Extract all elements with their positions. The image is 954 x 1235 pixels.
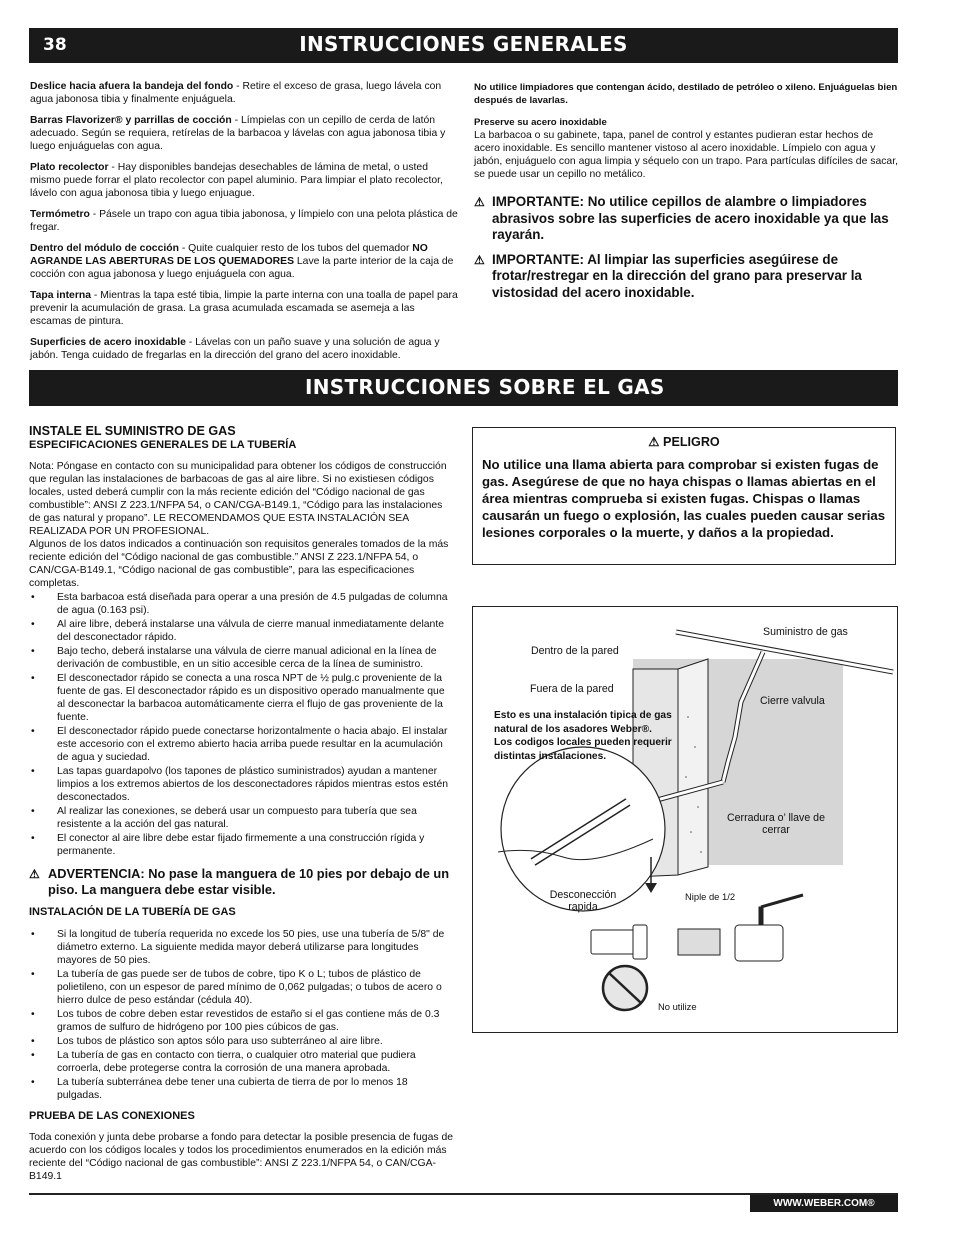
- gas-installation-diagram: [472, 606, 898, 1033]
- list-item: • Si la longitud de tubería requerida no excede los 50 pies, use una tubería de 5/8" de diámetro externo. La siguiente medida mayor deberá utilizarse para longitudes mayores de 50 pies.: [29, 928, 455, 967]
- pipe-spec-list: [29, 591, 455, 858]
- cleaning-item: Tapa interna - Mientras la tapa esté tibia, limpie la parte interna con una toalla de papel para prevenir la acumulación de grasa. La grasa acumulada escamada se asemeja a las escamas de pintura.: [30, 290, 458, 327]
- cleaning-item: Barras Flavorizer® y parrillas de cocción - Límpielas con un cepillo de cerda de latón adecuado. Según se requiera, retírelas de la barbacoa y lávelas con agua jabonosa tibia y luego enjuáguelas con agua.: [30, 115, 446, 152]
- warning-triangle-icon: ⚠: [474, 195, 485, 209]
- gas-note: Nota: Póngase en contacto con su municipalidad para obtener los códigos de construcción que regulan las instalaciones de barbacoas de gas al aire libre. Si no existiesen códigos locales, usted deberá cumplir con la más reciente edición del “Código nacional de gas combustible”: ANSI Z 223.1/NFPA 54, o CAN/CGA-B149.1, “Código para las instalaciones de gas natural y propano”. LE RECOMENDAMOS QUE ESTA INSTALACIÓN SEA REALIZADA POR UN PROFESIONAL.: [29, 461, 447, 537]
- list-item: • Al realizar las conexiones, se deberá usar un compuesto para tubería que sea resistente a la acción del gas natural.: [29, 805, 455, 831]
- important-1: ⚠ IMPORTANTE: No utilice cepillos de alambre o limpiadores abrasivos sobre las superficies de acero inoxidable ya que las rayarán.: [474, 194, 889, 242]
- danger-text: No utilice una llama abierta para comprobar si existen fugas de gas. Asegúrese de que no haya chispas o llamas abiertas en el área mientras comprueba si existen fugas. Chispas o llamas causarán un fuego o explosión, las cuales pueden causar serias lesiones corporales o la muerte, y daños a la propiedad.: [482, 457, 886, 540]
- label-inside-wall: Dentro de la pared: [531, 645, 619, 657]
- label-no-use: No utilize: [658, 1001, 697, 1012]
- label-quick-disconnect: Desconección rapida: [549, 889, 617, 913]
- label-valve: Cierre valvula: [760, 695, 825, 707]
- list-item: • La tubería subterránea debe tener una cubierta de tierra de por lo menos 18 pulgadas.: [29, 1076, 455, 1102]
- list-item: • Esta barbacoa está diseñada para operar a una presión de 4.5 pulgadas de columna de agua (0.163 psi).: [29, 591, 455, 617]
- cleaner-warning: No utilice limpiadores que contengan ácido, destilado de petróleo o xileno. Enjuáguelas bien después de lavarlas.: [474, 82, 898, 106]
- list-item: • El conector al aire libre debe estar fijado firmemente a una construcción rígida y permanente.: [29, 832, 455, 858]
- footer-url: WWW.WEBER.COM®: [750, 1195, 898, 1212]
- list-item: • El desconectador rápido se conecta a una rosca NPT de ½ pulg.c proveniente de la fuente de gas. El desconectador rápido es un dispositivo operado manualmente que al desconectar la barbacoa automáticamente cierra el flujo de gas proveniente de la fuente.: [29, 672, 455, 724]
- list-item: • Bajo techo, deberá instalarse una válvula de cierre manual adicional en la línea de derivación de combustible, en un sitio accesible cerca de la línea de suministro.: [29, 645, 455, 671]
- important-2: ⚠ IMPORTANTE: Al limpiar las superficies asegúirese de frotar/restregar en la dirección del grano para preservar la vistosidad del acero inoxidable.: [474, 251, 862, 300]
- connection-test-heading: PRUEBA DE LAS CONEXIONES: [29, 1110, 195, 1122]
- list-item: • El desconectador rápido puede conectarse horizontalmente o hacia abajo. El instalar este accesorio con el extremo abierto hacia arriba puede resultar en la acumulación de agua y suciedad.: [29, 725, 455, 764]
- nipple-part: [678, 929, 720, 955]
- label-typical-install: Esto es una instalación tipica de gas natural de los asadores Weber®. Los codigos locales pueden requerir distintas instalaciones.: [494, 710, 672, 762]
- danger-box: [472, 427, 896, 565]
- general-right-column: [474, 82, 898, 309]
- cleaning-item: Deslice hacia afuera la bandeja del fondo - Retire el exceso de grasa, luego lávela con agua jabonosa tibia y finalmente enjuáguela.: [30, 81, 442, 105]
- cleaning-item: Superficies de acero inoxidable - Lávelas con un paño suave y una solución de agua y jabón. Tenga cuidado de fregarlas en la dirección del grano del acero inoxidable.: [30, 337, 440, 361]
- header-bar-gas: [29, 370, 898, 406]
- list-item: • Los tubos de cobre deben estar revestidos de estaño si el gas contiene más de 0.3 gramos de sulfuro de hidrógeno por 100 pies cúbicos de gas.: [29, 1008, 455, 1034]
- list-item: • Las tapas guardapolvo (los tapones de plástico suministrados) ayudan a mantener limpios a los extremos abiertos de los desconectadores rápidos mientras estos estén desconectados.: [29, 765, 455, 804]
- warning-triangle-icon: ⚠: [29, 867, 40, 881]
- warning-triangle-icon: ⚠: [474, 252, 485, 267]
- label-outside-wall: Fuera de la pared: [530, 683, 614, 695]
- label-gas-supply: Suministro de gas: [763, 626, 848, 638]
- gas-supply-heading: INSTALE EL SUMINISTRO DE GAS: [29, 424, 236, 438]
- preserve-text: La barbacoa o su gabinete, tapa, panel de control y estantes pudieran estar hechos de acero inoxidable. Es sencillo mantener vistoso al acero inoxidable. Límpielo con agua y jabón, enjuáguelo con agua limpia y séquelo con un trapo. Para partículas difíciles de sacar, se puede usar un cepillo no metálico.: [474, 130, 898, 180]
- gas-note-2: Algunos de los datos indicados a continuación son requisitos generales tomados de la más reciente edición del “Código nacional de gas combustible.” ANSI Z 223.1/NFPA 54, o CAN/CGA-B149.1, “Código nacional de gas combustible”, para las especificaciones completas.: [29, 539, 449, 589]
- general-left-column: [30, 80, 458, 370]
- diagram-illustration: [473, 607, 897, 1032]
- cleaning-item: Dentro del módulo de cocción - Quite cualquier resto de los tubos del quemador NO AGRANDE LAS ABERTURAS DE LOS QUEMADORES Lave la parte interior de la caja de cocción con agua jabonosa y luego enjuáguela con agua.: [30, 243, 454, 280]
- pipe-spec-heading: ESPECIFICACIONES GENERALES DE LA TUBERÍA: [29, 439, 297, 451]
- gas-left-column: [29, 425, 455, 1183]
- quick-disconnect-part: [591, 925, 647, 959]
- cleaning-item: Termómetro - Pásele un trapo con agua tibia jabonosa, y límpielo con una pelota plástica de fregar.: [30, 209, 458, 233]
- warning-triangle-icon: ⚠: [648, 435, 664, 449]
- shutoff-valve-part: [735, 895, 803, 961]
- list-item: • La tubería de gas puede ser de tubos de cobre, tipo K o L; tubos de plástico de polietileno, con un espesor de pared mínimo de 0,062 pulgadas; o tubos de acero o hierro dulce de peso estándar (cédula 40).: [29, 968, 455, 1007]
- preserve-title: Preserve su acero inoxidable: [474, 117, 607, 128]
- pipe-install-list: [29, 928, 455, 1102]
- label-nipple: Niple de 1/2: [685, 891, 736, 902]
- page-number: 38: [43, 35, 67, 55]
- pipe-install-heading: INSTALACIÓN DE LA TUBERÍA DE GAS: [29, 906, 236, 918]
- list-item: • La tubería de gas en contacto con tierra, o cualquier otro material que pudiera corroerla, debe protegerse contra la corrosión de una manera aprobada.: [29, 1049, 455, 1075]
- section-title-gas: INSTRUCCIONES SOBRE EL GAS: [305, 375, 665, 399]
- wall-side: [678, 659, 708, 875]
- no-use-symbol: [603, 966, 647, 1010]
- connection-test-text: Toda conexión y junta debe probarse a fondo para detectar la posible presencia de fugas de acuerdo con los códigos locales y todos los procedimientos enumerados en la edición más reciente del “Código nacional de gas combustible”: ANSI Z 223.1/NFPA 54, o CAN/CGA-B149.1: [29, 1132, 454, 1182]
- hose-warning: ⚠ ADVERTENCIA: No pase la manguera de 10 pies por debajo de un piso. La manguera debe estar visible.: [29, 866, 450, 897]
- list-item: • Al aire libre, deberá instalarse una válvula de cierre manual inmediatamente delante del desconectador rápido.: [29, 618, 455, 644]
- label-shutoff: Cerradura o’ llave de cerrar: [727, 812, 825, 836]
- cleaning-item: Plato recolector - Hay disponibles bandejas desechables de lámina de metal, o usted mismo puede forrar el plato recolector con papel aluminio. Para limpiar el plato recolector, lávelo con agua jabonosa tibia y luego enjuague.: [30, 162, 443, 199]
- list-item: • Los tubos de plástico son aptos sólo para uso subterráneo al aire libre.: [29, 1035, 455, 1048]
- header-bar-general: [29, 28, 898, 63]
- danger-title: ⚠ PELIGRO: [648, 435, 720, 449]
- section-title-general: INSTRUCCIONES GENERALES: [299, 32, 628, 56]
